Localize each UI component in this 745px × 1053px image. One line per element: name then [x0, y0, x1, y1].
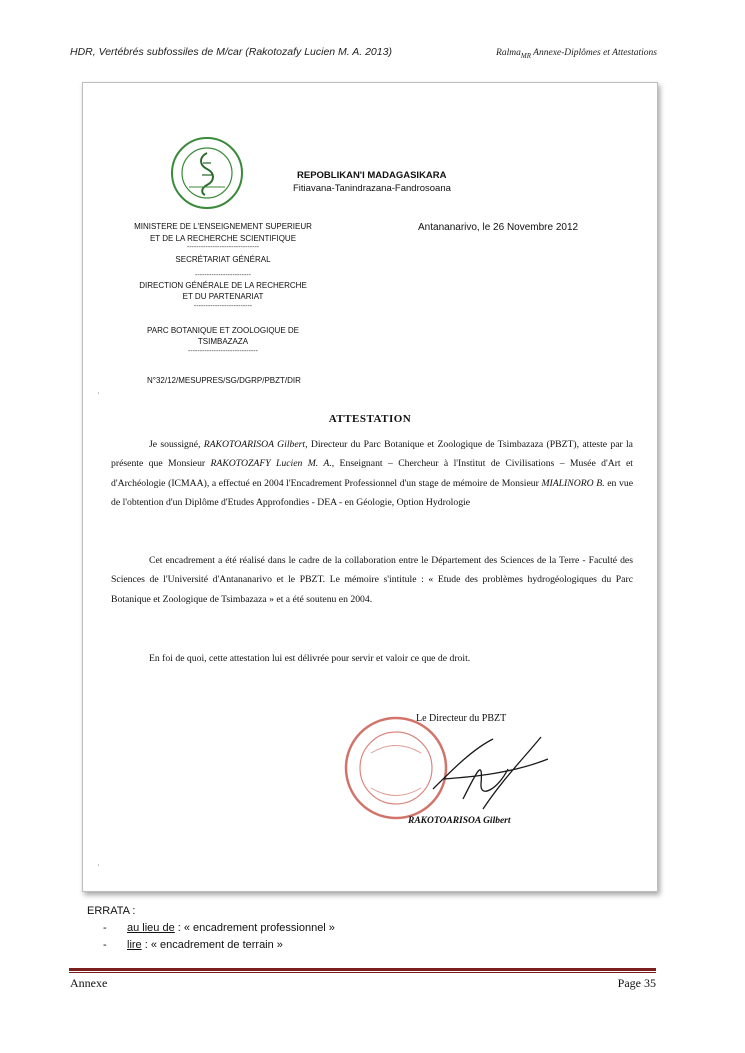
errata-item	[103, 937, 335, 954]
errata-title: ERRATA :	[87, 905, 136, 917]
paragraph-2	[111, 551, 633, 609]
student-name: MIALINORO B.	[541, 477, 605, 489]
header-author-sub: MR	[520, 51, 531, 60]
separator-dash: -------------------------------	[186, 244, 260, 251]
errata-value: : « encadrement de terrain »	[141, 939, 283, 951]
pbzt-logo-icon	[169, 135, 245, 211]
direction-line-2: ET DU PARTENARIAT	[182, 292, 264, 301]
footer-section: Annexe	[70, 976, 108, 990]
p3-text: En foi de quoi, cette attestation lui est délivrée pour servir et valoir ce que de droit.	[149, 653, 471, 664]
bullet: -	[103, 922, 107, 934]
separator-dash: ------------------------------	[188, 347, 258, 355]
letter-date: Antananarivo, le 26 Novembre 2012	[418, 222, 579, 233]
attestation-title: ATTESTATION	[328, 413, 412, 425]
paragraph-1	[111, 435, 633, 513]
candidate-name: RAKOTOZAFY Lucien M. A.	[210, 458, 332, 470]
header-author: Ralma	[496, 48, 521, 58]
errata-value: : « encadrement professionnel »	[174, 922, 335, 934]
footer-rule	[69, 972, 656, 973]
ministry-block	[123, 221, 323, 356]
scan-mark: ·	[97, 389, 100, 398]
page-header-left: HDR, Vertébrés subfossiles de M/car (Rakotozafy Lucien M. A. 2013)	[70, 46, 392, 58]
handwritten-signature-icon	[423, 729, 553, 815]
director-name: RAKOTOARISOA Gilbert	[408, 816, 511, 826]
parc-line-1: PARC BOTANIQUE ET ZOOLOGIQUE DE	[146, 325, 300, 335]
scan-mark: ·	[97, 861, 100, 870]
parc-line-2: TSIMBAZAZA	[197, 337, 249, 346]
p1-text: Je soussigné,	[149, 439, 204, 450]
director-label: Le Directeur du PBZT	[416, 713, 507, 724]
page-number: Page 35	[617, 976, 656, 990]
republic-heading	[293, 169, 451, 195]
director-name-inline: RAKOTOARISOA Gilbert	[203, 439, 306, 450]
errata-block	[87, 903, 335, 954]
paragraph-3	[111, 649, 633, 668]
footer-rule	[69, 968, 656, 971]
errata-key: lire	[127, 939, 142, 951]
separator-dash: ------------------------	[195, 271, 251, 279]
errata-item	[103, 920, 335, 937]
separator-dash: -------------------------	[193, 302, 253, 310]
reference-number: N°32/12/MESUPRES/SG/DGRP/PBZT/DIR	[147, 376, 301, 385]
page-header-right	[496, 48, 657, 60]
secretariat-line: SECRÉTARIAT GÉNÉRAL	[175, 255, 271, 264]
ministry-line-1: MINISTERE DE L'ENSEIGNEMENT SUPERIEUR	[134, 222, 312, 231]
bullet: -	[103, 939, 107, 951]
p1-text: en vue de l'obtention d'un Diplôme d'Etudes Approfondies - DEA - en Géologie, Option Hydrologie	[111, 477, 633, 509]
ministry-line-2: ET DE LA RECHERCHE SCIENTIFIQUE	[149, 233, 297, 243]
p1-text: , Directeur du Parc Botanique et Zoologique de Tsimbazaza (PBZT), atteste par la présente que Monsieur	[111, 439, 633, 470]
errata-key: au lieu de	[127, 922, 175, 934]
header-section: Annexe-Diplômes et Attestations	[530, 48, 657, 58]
p1-text: , Enseignant – Chercheur à l'Institut de Civilisations – Musée d'Art et d'Archéologie (ICMAA), a effectué en 2004 l'Encadrement Professionnel d'un stage de mémoire de Monsieur	[111, 458, 633, 489]
republic-motto: Fitiavana-Tanindrazana-Fandrosoana	[293, 183, 451, 194]
scanned-attestation	[82, 82, 658, 892]
p2-text: Cet encadrement a été réalisé dans le cadre de la collaboration entre le Département des Sciences de la Terre - Faculté des Sciences de l'Université d'Antananarivo et le PBZT. Le mémoire s'intitule : « Etude des problèmes hydrogéologiques du Parc Botanique et Zoologique de Tsimbazaza » et a été soutenu en 2004.	[111, 555, 633, 605]
republic-name: REPOBLIKAN'I MADAGASIKARA	[297, 170, 447, 181]
direction-line-1: DIRECTION GÉNÉRALE DE LA RECHERCHE	[139, 280, 307, 290]
